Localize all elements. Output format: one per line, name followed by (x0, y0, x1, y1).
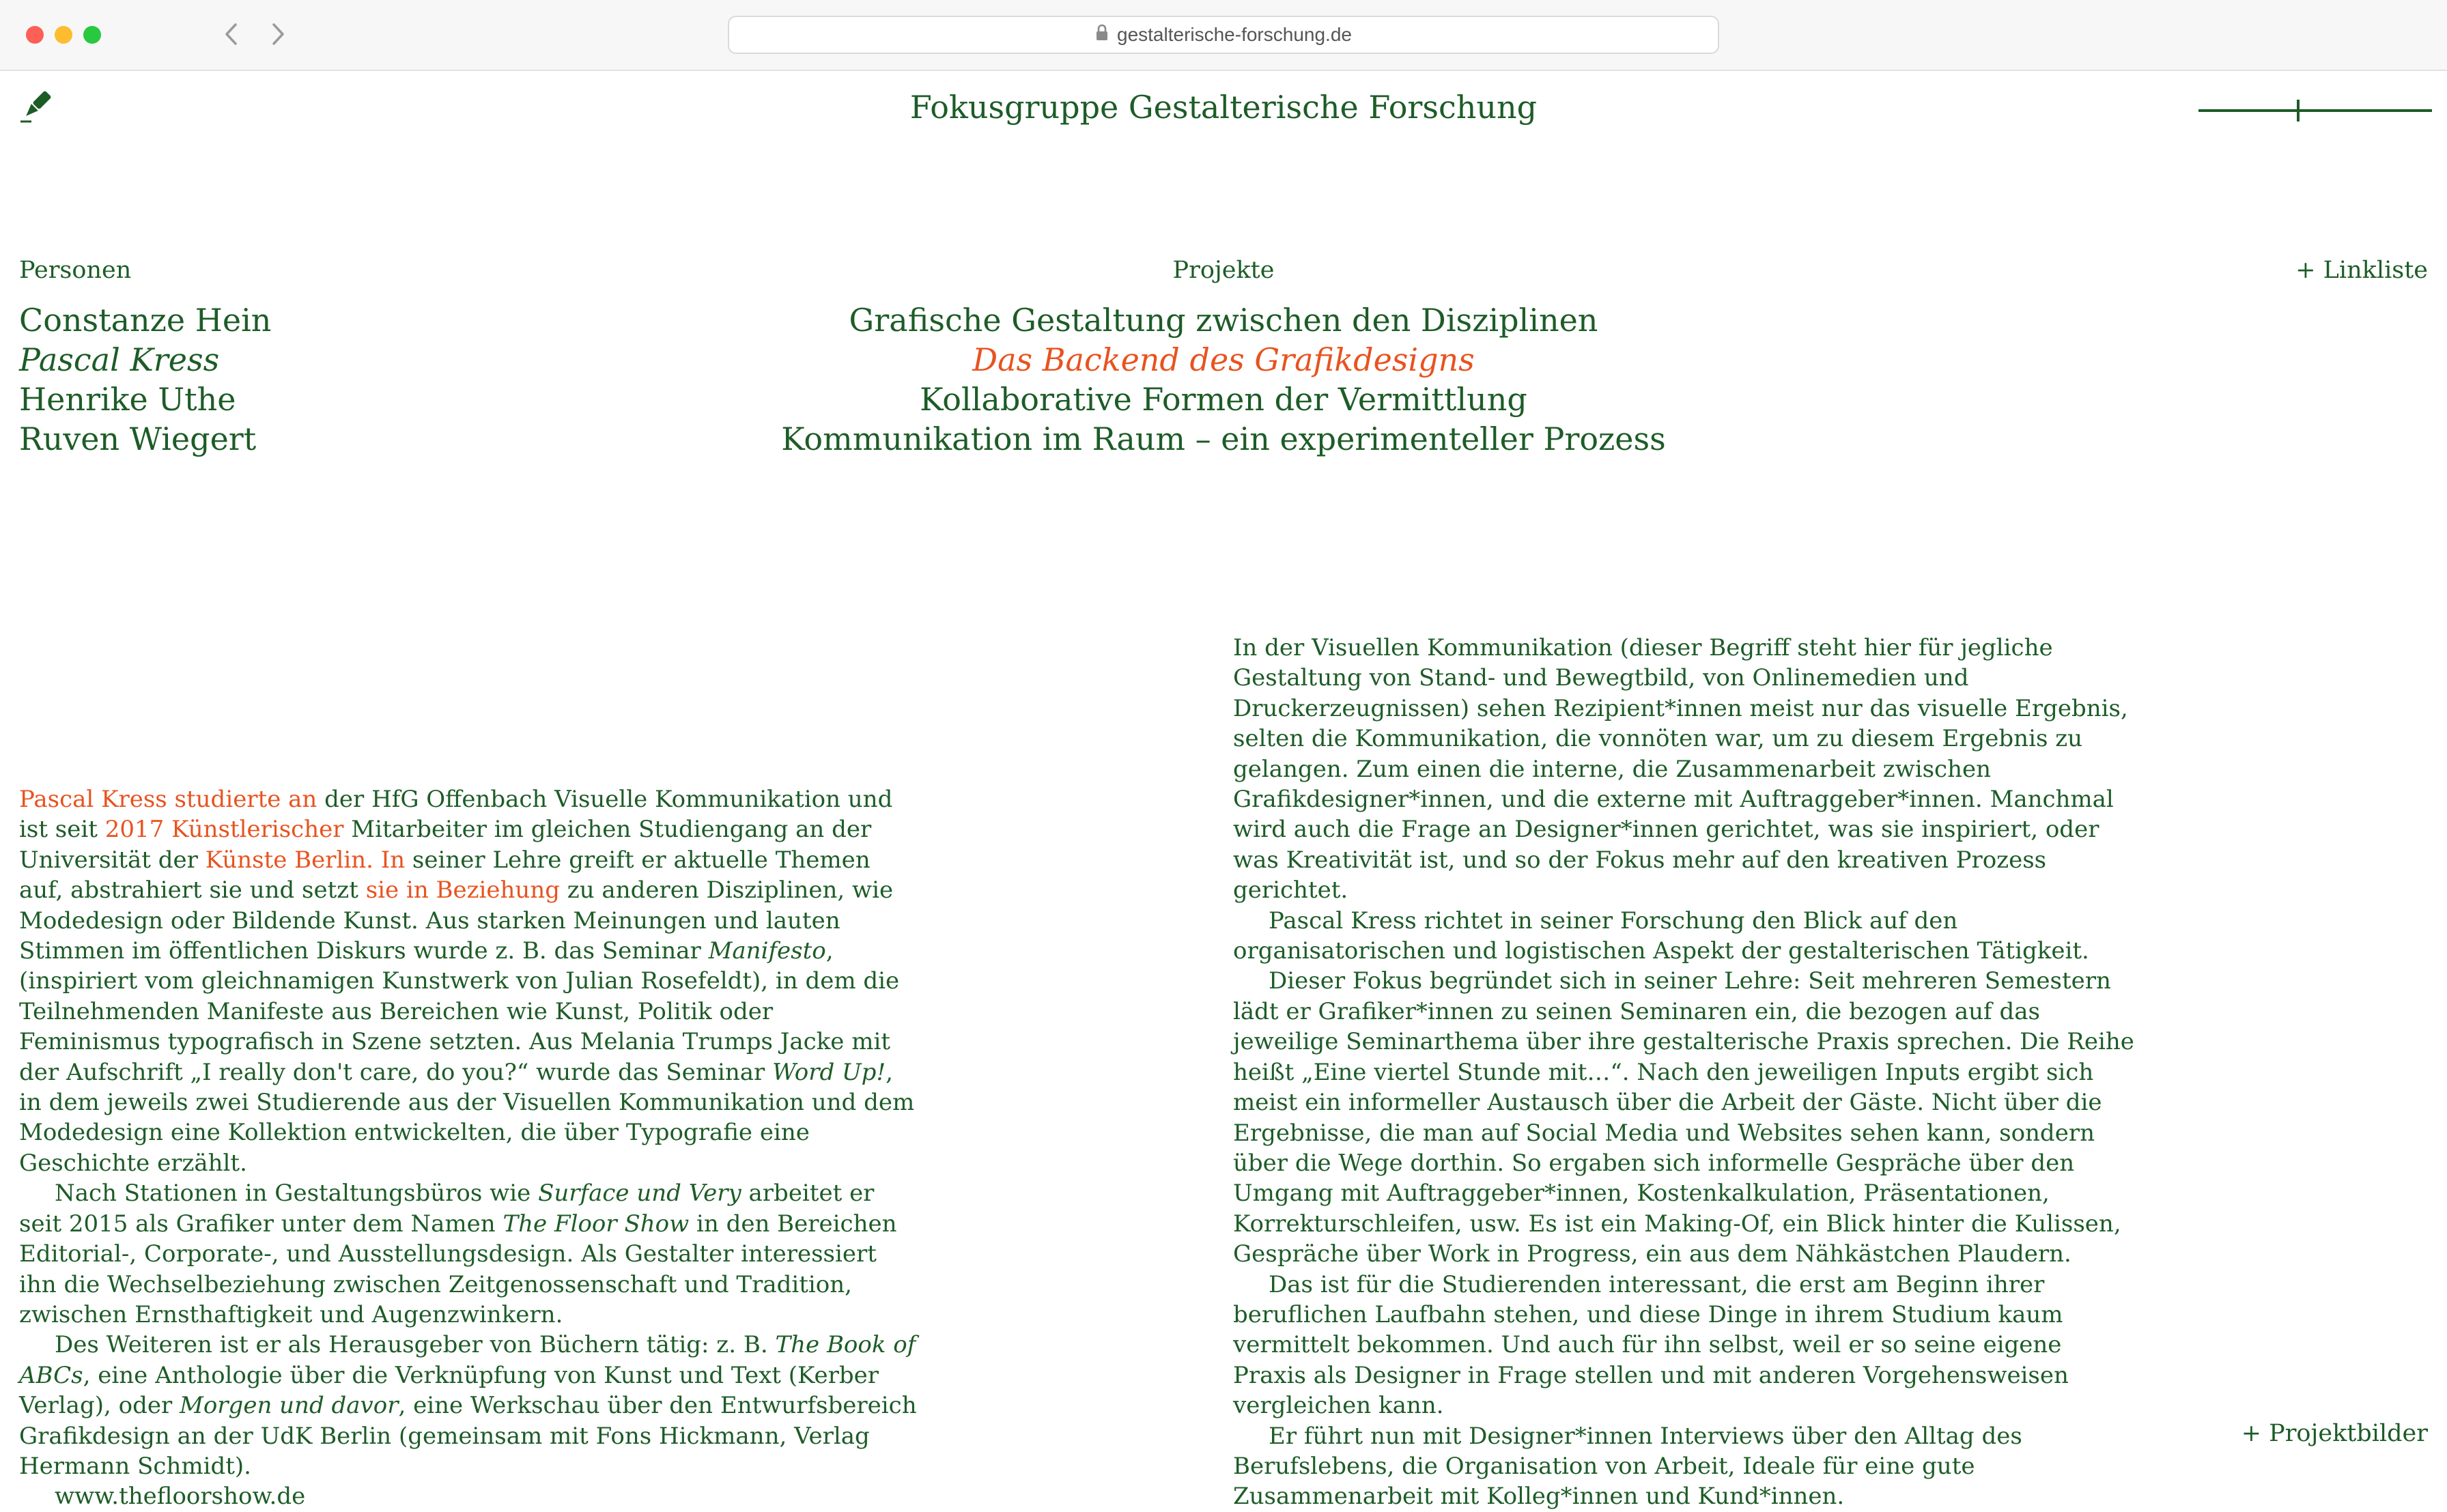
bio-paragraph (19, 1178, 920, 1330)
project-link-active[interactable]: Das Backend des Grafikdesigns (972, 341, 1475, 378)
maximize-window-button[interactable] (83, 26, 101, 44)
description-paragraph: Das ist für die Studierenden interessant, die erst am Beginn ihrer beruflichen Laufbahn stehen, und diese Dinge in ihrem Studium kaum vermittelt bekommen. Und auch für ihn selbst, weil er so seine eigene Praxis als Designer in Frage stellen und mit anderen Vorgehensweisen vergleichen kann. (1233, 1270, 2069, 1420)
description-paragraph: Pascal Kress richtet in seiner Forschung den Blick auf den organisatorischen und logistischen Aspekt der gestalterischen Tätigkeit. (1233, 907, 2089, 965)
projects-label: Projekte (1172, 257, 1275, 284)
bio-text: seiner Lehre greift er aktuelle Themen auf, abstrahiert sie und setzt (19, 846, 871, 904)
menu-slider-icon[interactable] (2198, 96, 2432, 126)
people-label: Personen (19, 257, 132, 284)
bio-text: , in dem jeweils zwei Studierende aus der Visuellen Kommunikation und dem Modedesign eine Kollektion entwickelten, die über Typografie eine Geschichte erzählt. (19, 1058, 915, 1177)
bio-text: der HfG Offenbach Visuelle Kommunikation und ist seit (19, 786, 893, 844)
studio-name: Surface und Very (538, 1180, 741, 1208)
bio-highlight: sie in Beziehung (365, 876, 560, 904)
website-link[interactable]: www.thefloorshow.de (55, 1483, 306, 1511)
linkliste-toggle[interactable]: + Linkliste (2295, 257, 2428, 284)
bio-highlight: Pascal Kress studierte an (19, 786, 317, 813)
projektbilder-toggle[interactable]: + Projektbilder (2241, 1420, 2428, 1447)
project-link[interactable]: Kommunikation im Raum – ein experimenteller Prozess (781, 420, 1666, 457)
chevron-left-icon[interactable] (212, 15, 250, 53)
bio-text: Des Weiteren ist er als Herausgeber von Büchern tätig: z. B. (55, 1331, 776, 1359)
bio-text: Mitarbeiter im gleichen Studiengang an der Universität der (19, 816, 872, 874)
browser-toolbar (0, 0, 2447, 71)
person-link[interactable]: Henrike Uthe (19, 381, 236, 418)
site-title[interactable]: Fokusgruppe Gestalterische Forschung (909, 89, 1538, 126)
book-title: The Book of ABCs (19, 1331, 916, 1389)
project-link[interactable]: Kollaborative Formen der Vermittlung (920, 381, 1527, 418)
bio-text: , eine Anthologie über die Verknüpfung von Kunst und Text (Kerber Verlag), oder (19, 1361, 879, 1420)
person-link[interactable]: Constanze Hein (19, 302, 272, 339)
url-text: gestalterische-forschung.de (1117, 24, 1352, 45)
description-paragraph: In der Visuellen Kommunikation (dieser Begriff steht hier für jegliche Gestaltung von Stand- und Bewegtbild, von Onlinemedien und Druckerzeugnissen) sehen Rezipient*innen meist nur das visuelle Ergebnis, selten die Kommunikation, die vonnöten war, um zu diesem Ergebnis zu gelangen. Zum einen die interne, die Zusammenarbeit zwischen Grafikdesigner*innen, und die externe mit Auftraggeber*innen. Manchmal wird auch die Frage an Designer*innen gerichtet, was sie inspiriert, oder was Kreativität ist, und so der Fokus mehr auf den kreativen Prozess gerichtet. (1233, 634, 2128, 904)
person-link-active[interactable]: Pascal Kress (19, 341, 220, 378)
minimize-window-button[interactable] (55, 26, 72, 44)
book-title: Morgen und davor (180, 1392, 399, 1420)
bio-paragraph (19, 784, 920, 1178)
project-link[interactable]: Grafische Gestaltung zwischen den Disziplinen (849, 302, 1598, 339)
bio-text: in den Bereichen Editorial-, Corporate-, und Ausstellungsdesign. Als Gestalter interessiert ihn die Wechselbeziehung zwischen Zeitgenossenschaft und Tradition, zwischen Ernsthaftigkeit und Augenzwinkern. (19, 1210, 897, 1328)
bio-highlight: Künste Berlin. In (205, 846, 406, 874)
address-bar[interactable] (728, 16, 1719, 54)
seminar-title: Manifesto (708, 937, 826, 965)
lock-icon (1095, 24, 1109, 46)
bio-text: arbeitet er seit 2015 als Grafiker unter dem Namen (19, 1180, 875, 1238)
studio-name: The Floor Show (503, 1210, 690, 1238)
bio-text: Nach Stationen in Gestaltungsbüros wie (55, 1180, 539, 1208)
chevron-right-icon[interactable] (259, 15, 298, 53)
person-biography (19, 784, 920, 1512)
bio-text: , (inspiriert vom gleichnamigen Kunstwerk von Julian Rosefeldt), in dem die Teilnehmenden Manifeste aus Bereichen wie Kunst, Politik oder Feminismus typografisch in Szene setzten. Aus Melania Trumps Jacke mit der Aufschrift „I really don't care, do you?“ wurde das Seminar (19, 937, 900, 1086)
seminar-title: Word Up! (772, 1058, 886, 1086)
description-paragraph: Er führt nun mit Designer*innen Interviews über den Alltag des Berufslebens, die Organisation von Arbeit, Ideale für eine gute Zusammenarbeit mit Kolleg*innen und Kund*innen. (1233, 1422, 2022, 1511)
person-link[interactable]: Ruven Wiegert (19, 420, 257, 457)
bio-text: , eine Werkschau über den Entwurfsbereich Grafikdesign an der UdK Berlin (gemeinsam mit Fons Hickmann, Verlag Hermann Schmidt). (19, 1392, 917, 1480)
bio-text: zu anderen Disziplinen, wie Modedesign oder Bildende Kunst. Aus starken Meinungen und lauten Stimmen im öffentlichen Diskurs wurde z. B. das Seminar (19, 876, 894, 965)
projects-list (0, 300, 2447, 459)
bio-paragraph (19, 1330, 920, 1481)
bio-highlight: 2017 Künstlerischer (104, 816, 344, 844)
close-window-button[interactable] (26, 26, 44, 44)
project-description (1233, 633, 2134, 1512)
description-paragraph: Dieser Fokus begründet sich in seiner Lehre: Seit mehreren Semestern lädt er Grafiker*innen zu seinen Seminaren ein, die bezogen auf das jeweilige Seminarthema über ihre gestalterische Praxis sprechen. Die Reihe heißt „Eine viertel Stunde mit…“. Nach den jeweiligen Inputs ergibt sich meist ein informeller Austausch über die Arbeit der Gäste. Nicht über die Ergebnisse, die man auf Social Media und Websites sehen kann, sondern über die Wege dorthin. So ergaben sich informelle Gespräche über den Umgang mit Auftraggeber*innen, Kostenkalkulation, Präsentationen, Korrekturschleifen, usw. Es ist ein Making-Of, ein Blick hinter die Kulissen, Gespräche über Work in Progress, ein aus dem Nähkästchen Plaudern. (1233, 967, 2134, 1268)
